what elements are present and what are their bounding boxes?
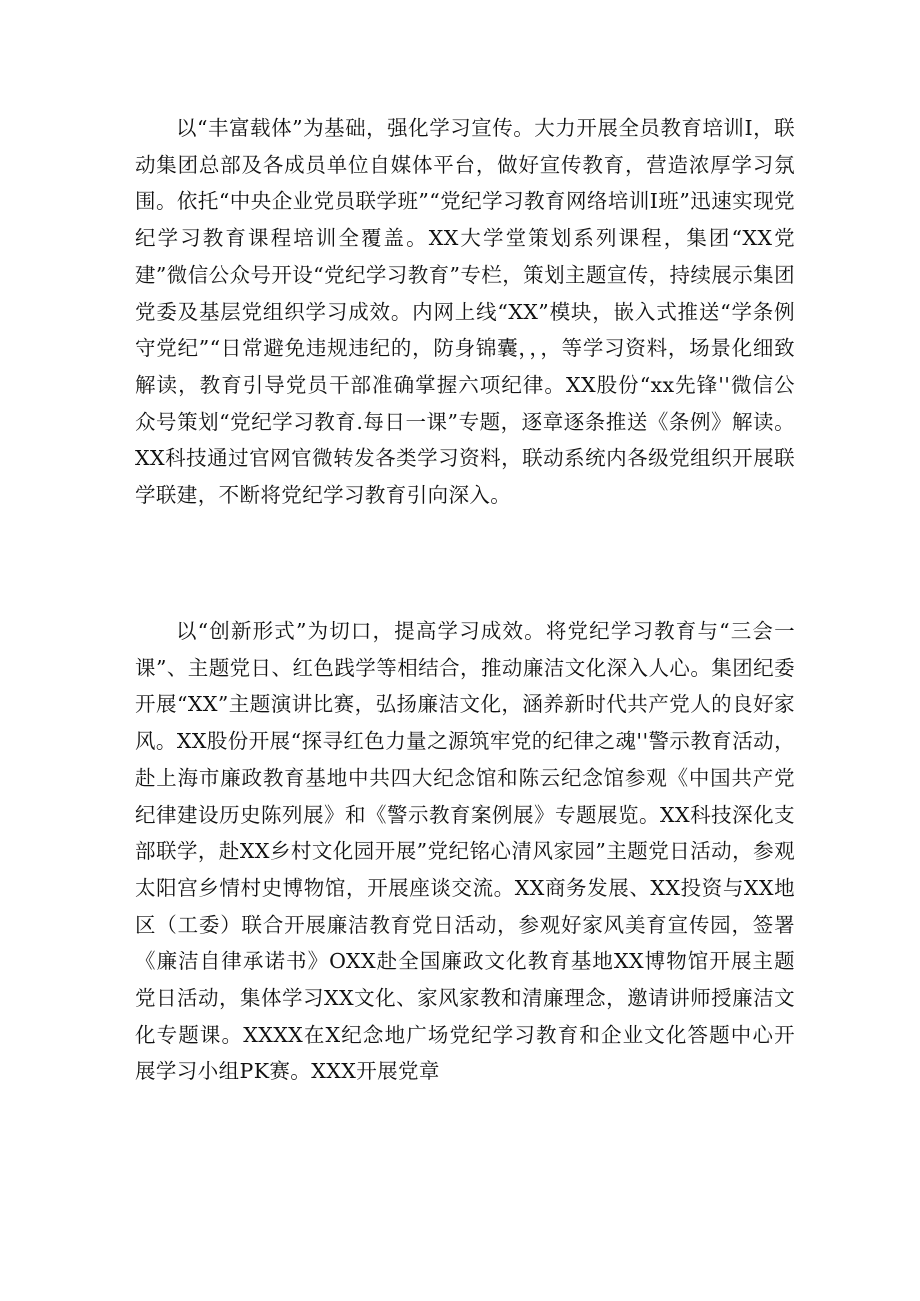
paragraph-innovative-forms: 以“创新形式”为切口，提高学习成效。将党纪学习教育与“三会一课”、主题党日、红色践学等相结合，推动廉洁文化深入人心。集团纪委开展“XX”主题演讲比赛，弘扬廉洁文化，涵养新时代共产党人的良好家风。XX股份开展“探寻红色力量之源筑牢党的纪律之魂''警示教育活动，赴上海市廉政教育基地中共四大纪念馆和陈云纪念馆参观《中国共产党纪律建设历史陈列展》和《警示教育案例展》专题展览。XX科技深化支部联学，赴XX乡村文化园开展”党纪铭心清风家园”主题党日活动，参观太阳宫乡情村史博物馆，开展座谈交流。XX商务发展、XX投资与XX地区（工委）联合开展廉洁教育党日活动，参观好家风美育宣传园，签署《廉洁自律承诺书》OXX赴全国廉政文化教育基地XX博物馆开展主题党日活动，集体学习XX文化、家风家教和清廉理念，邀请讲师授廉洁文化专题课。XXXX在X纪念地广场党纪学习教育和企业文化答题中心开展学习小组PK赛。XXX开展党章 — [135, 619, 795, 1084]
paragraph-rich-carriers: 以“丰富载体”为基础，强化学习宣传。大力开展全员教育培训I，联动集团总部及各成员单位自媒体平台，做好宣传教育，营造浓厚学习氛围。依托“中央企业党员联学班”“党纪学习教育网络培训I班”迅速实现党纪学习教育课程培训全覆盖。XX大学堂策划系列课程，集团“XX党建”微信公众号开设“党纪学习教育”专栏，策划主题宣传，持续展示集团党委及基层党组织学习成效。内网上线“XX”模块，嵌入式推送“学条例守党纪”“日常避免违规违纪的，防身锦囊，，，等学习资料，场景化细致解读，教育引导党员干部准确掌握六项纪律。XX股份“xx先锋''微信公众号策划“党纪学习教育.每日一课”专题，逐章逐条推送《条例》解读。XX科技通过官网官微转发各类学习资料，联动系统内各级党组织开展联学联建，不断将党纪学习教育引向深入。 — [135, 116, 795, 508]
